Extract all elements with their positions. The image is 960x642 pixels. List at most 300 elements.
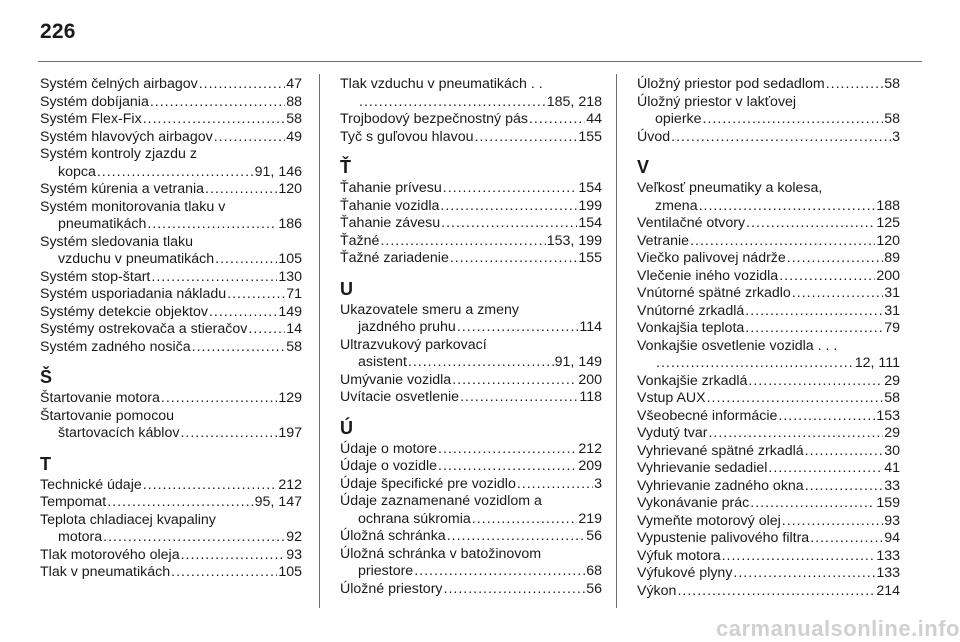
index-term: Výfuk motora [637, 547, 721, 564]
index-entry-line [637, 390, 900, 408]
index-entry [637, 390, 900, 408]
index-page-ref: 58 [286, 338, 302, 355]
index-term: Systém hlavových airbagov [40, 128, 213, 145]
dot-leader [181, 547, 286, 565]
index-entry-line [340, 215, 602, 233]
index-entry [637, 320, 900, 338]
index-term: Údaje špecifické pre vozidlo [340, 475, 516, 492]
index-entry-line [40, 408, 302, 426]
index-entry [40, 269, 302, 287]
index-section-letter: Š [40, 367, 53, 387]
index-page-ref: 159 [876, 495, 900, 511]
index-entry-line [40, 94, 302, 112]
index-entry [340, 215, 602, 233]
dot-leader [782, 513, 883, 531]
index-term: Vypustenie palivového filtra [637, 530, 810, 546]
index-entry-line [40, 390, 302, 408]
index-term: Úložná schránka [340, 528, 446, 544]
index-entry [637, 233, 900, 251]
index-entry-line [340, 581, 602, 599]
index-page-ref: 58 [884, 390, 900, 406]
index-term: Ukazovatele smeru a zmeny [340, 301, 519, 318]
index-entry [637, 443, 900, 461]
index-entry [340, 111, 602, 129]
dot-leader [143, 111, 286, 129]
dot-leader [150, 94, 285, 112]
dot-leader [460, 389, 578, 407]
index-page-ref: 149 [278, 303, 302, 320]
index-term: Úvod [637, 128, 671, 145]
index-entry-line [340, 180, 602, 198]
index-entry [637, 408, 900, 426]
index-entry-line [40, 234, 302, 252]
index-section-letter: V [637, 157, 650, 177]
index-entry [40, 547, 302, 565]
watermark: carmanualsonline.info [716, 616, 960, 641]
index-entry-line [40, 512, 302, 530]
index-entry [637, 129, 900, 147]
index-term: Systém Flex-Fix [40, 111, 142, 127]
index-entry [637, 513, 900, 531]
dot-leader [359, 94, 546, 112]
index-entry-line [340, 458, 602, 476]
index-term: Systém stop-štart [40, 268, 151, 285]
index-term: priestore [358, 563, 414, 579]
index-entry [340, 180, 602, 198]
index-term: Štartovanie motora [40, 390, 160, 406]
index-column-3 [637, 76, 900, 600]
dot-leader [199, 76, 286, 94]
index-entry-line [637, 425, 900, 443]
index-entry [40, 199, 302, 234]
dot-leader [745, 303, 883, 321]
column-divider [319, 74, 320, 608]
index-page-ref: 186 [278, 216, 302, 232]
index-term: Ťažné zariadenie [340, 250, 449, 266]
index-term: Systém usporiadania nákladu [40, 286, 227, 302]
dot-leader [529, 111, 585, 129]
dot-leader [779, 268, 875, 286]
index-term: Umývanie vozidla [340, 371, 452, 388]
index-page-ref: 49 [286, 128, 302, 145]
index-term: Údaje o vozidle [340, 458, 438, 474]
index-entry [40, 564, 302, 582]
index-term: Viečko palivovej nádrže [637, 250, 786, 266]
index-page-ref: 58 [286, 111, 302, 127]
index-term: Tlak v pneumatikách [40, 564, 171, 580]
index-term: vzduchu v pneumatikách [58, 251, 215, 267]
index-entry [340, 493, 602, 528]
index-term: Ultrazvukový parkovací [340, 336, 487, 353]
index-term: Ťahanie prívesu [340, 180, 442, 196]
index-page-ref: 31 [884, 302, 900, 319]
index-page-ref: 71 [286, 286, 302, 302]
dot-leader [214, 129, 286, 147]
dot-leader [768, 460, 883, 478]
index-term: motora [58, 529, 103, 545]
index-page-ref: 93 [286, 546, 302, 563]
index-entry-line [637, 408, 900, 426]
dot-leader [746, 215, 875, 233]
index-page-ref: 33 [884, 477, 900, 494]
index-term: Systém dobíjania [40, 93, 149, 110]
index-term: štartovacích káblov [58, 425, 180, 441]
index-page-ref: 219 [578, 510, 602, 527]
index-entry [637, 478, 900, 496]
index-entry-line [40, 564, 302, 582]
index-term: Vnútorné zrkadlá [637, 302, 745, 319]
index-entry-line [40, 425, 302, 443]
index-entry [637, 530, 900, 548]
index-term: Systémy detekcie objektov [40, 303, 208, 320]
index-page-ref: 95, 147 [254, 494, 302, 510]
index-entry-line [340, 111, 602, 129]
index-entry-line [340, 302, 602, 320]
index-entry-line [40, 547, 302, 565]
index-entry-line [40, 199, 302, 217]
index-entry-line [40, 111, 302, 129]
index-entry [340, 250, 602, 268]
index-page-ref: 44 [586, 111, 602, 127]
index-term: Výfukové plyny [637, 565, 733, 581]
index-term: Všeobecné informácie [637, 407, 778, 424]
dot-leader [733, 565, 875, 583]
index-entry-line [637, 548, 900, 566]
index-page-ref: 3 [892, 128, 900, 145]
index-page-ref: 212 [278, 476, 302, 493]
index-entry [340, 372, 602, 390]
dot-leader [472, 511, 578, 529]
index-entry [40, 390, 302, 408]
index-term: Vstup AUX [637, 390, 706, 406]
index-entry [340, 458, 602, 476]
index-entry [40, 181, 302, 199]
index-term: Tyč s guľovou hlavou [340, 128, 474, 145]
dot-leader [450, 250, 577, 268]
header-divider [38, 61, 922, 62]
index-section-letter: U [340, 278, 353, 299]
index-entry [637, 268, 900, 286]
index-term: Systém zadného nosiča [40, 338, 191, 355]
index-column-2 [340, 76, 602, 598]
index-entry [637, 548, 900, 566]
index-entry-line [637, 460, 900, 478]
index-page-ref: 129 [278, 390, 302, 406]
index-page-ref: 154 [578, 215, 602, 231]
index-entry-line [637, 111, 900, 129]
index-entry-line [340, 493, 602, 511]
dot-leader [690, 233, 875, 251]
index-term: zmena [655, 197, 698, 214]
dot-leader [151, 269, 277, 287]
dot-leader [440, 198, 577, 216]
index-entry [40, 129, 302, 147]
index-entry [40, 477, 302, 495]
index-entry [637, 495, 900, 513]
index-term: asistent [358, 354, 407, 370]
index-entry-line [340, 250, 602, 268]
index-term: Tempomat [40, 494, 107, 510]
index-entry [340, 546, 602, 581]
index-entry [40, 111, 302, 129]
index-page-ref: 91, 146 [254, 163, 302, 180]
dot-leader [147, 216, 277, 234]
index-entry-line [40, 251, 302, 269]
index-entry-line [40, 181, 302, 199]
index-entry-line [637, 355, 900, 373]
dot-leader [107, 494, 253, 512]
dot-leader [180, 425, 277, 443]
dot-leader [414, 563, 585, 581]
dot-leader [438, 441, 577, 459]
index-entry [340, 302, 602, 337]
index-page-ref: 29 [884, 425, 900, 441]
index-term: Úložné priestory [340, 580, 443, 597]
index-term: Systém kontroly zjazdu z [40, 146, 197, 162]
dot-leader [215, 251, 277, 269]
index-entry [637, 565, 900, 583]
index-entry-line [637, 320, 900, 338]
index-entry [340, 476, 602, 494]
index-entry-line [637, 233, 900, 251]
index-term: Úložný priestor pod sedadlom [637, 76, 825, 92]
dot-leader [441, 215, 577, 233]
index-page-ref: 93 [884, 512, 900, 529]
index-term: Štartovanie pomocou [40, 407, 175, 424]
index-entry-line [340, 372, 602, 390]
index-entry-line [637, 303, 900, 321]
column-divider [616, 74, 617, 608]
dot-leader [745, 320, 883, 338]
index-term: pneumatikách [58, 216, 147, 232]
index-entry [637, 215, 900, 233]
dot-leader [810, 530, 883, 548]
index-term: Technické údaje [40, 476, 142, 493]
index-entry [637, 180, 900, 215]
index-term: Výkon [637, 582, 677, 599]
index-entry [40, 321, 302, 339]
index-page-ref: 155 [578, 128, 602, 145]
index-term: Tlak vzduchu v pneumatikách . . [340, 76, 543, 92]
index-entry [40, 234, 302, 269]
index-term: Vetranie [637, 232, 690, 249]
index-term: Systém kúrenia a vetrania [40, 181, 205, 197]
index-entry-line [637, 94, 900, 112]
index-entry [340, 389, 602, 407]
index-page-ref: 68 [586, 563, 602, 579]
index-page-ref: 200 [578, 371, 602, 388]
index-entry-line [340, 528, 602, 546]
index-page-ref: 120 [278, 181, 302, 197]
index-page-ref: 200 [876, 267, 900, 284]
index-page-ref: 3 [594, 475, 602, 492]
dot-leader [805, 443, 884, 461]
index-entry-line [40, 164, 302, 182]
index-term: Vyhrievanie sedadiel [637, 460, 768, 476]
dot-leader [517, 476, 593, 494]
index-page-ref: 94 [884, 530, 900, 546]
index-entry [340, 129, 602, 147]
index-term: Údaje o motore [340, 440, 437, 457]
dot-leader [778, 408, 875, 426]
index-entry [40, 408, 302, 443]
dot-leader [722, 548, 876, 566]
index-entry [340, 198, 602, 216]
page-number: 226 [40, 20, 76, 43]
index-page-ref: 197 [278, 425, 302, 441]
dot-leader [103, 529, 285, 547]
index-entry-line [637, 76, 900, 94]
index-page-ref: 47 [286, 76, 302, 92]
index-entry-line [40, 76, 302, 94]
dot-leader [447, 528, 586, 546]
index-page-ref: 185, 218 [546, 93, 602, 110]
dot-leader [192, 339, 286, 357]
index-entry-line [637, 443, 900, 461]
index-entry-line [340, 94, 602, 112]
index-entry-line [340, 129, 602, 147]
index-entry [637, 94, 900, 129]
index-term: Vlečenie iného vozidla [637, 267, 779, 284]
dot-leader [171, 564, 277, 582]
dot-leader [787, 250, 883, 268]
index-entry-line [637, 583, 900, 601]
index-entry-line [40, 304, 302, 322]
index-entry-line [340, 354, 602, 372]
index-entry [40, 286, 302, 304]
index-entry-line [40, 494, 302, 512]
index-term: ochrana súkromia [358, 510, 471, 527]
index-entry-line [340, 337, 602, 355]
index-entry [340, 233, 602, 251]
index-page-ref: 79 [884, 320, 900, 336]
index-entry-line [40, 321, 302, 339]
index-term: Systém monitorovania tlaku v [40, 198, 226, 215]
index-entry-line [340, 198, 602, 216]
index-page-ref: 209 [578, 458, 602, 474]
index-term: Vykonávanie prác [637, 495, 750, 511]
index-term: Vyhrievanie zadného okna [637, 477, 804, 494]
index-page-ref: 199 [578, 197, 602, 214]
index-page-ref: 133 [876, 547, 900, 564]
index-term: Teplota chladiacej kvapaliny [40, 511, 216, 528]
index-term: Ťahanie vozidla [340, 197, 440, 214]
index-entry-line [40, 529, 302, 547]
index-entry [40, 94, 302, 112]
index-page-ref: 120 [876, 232, 900, 249]
index-entry-line [340, 546, 602, 564]
index-entry [340, 441, 602, 459]
index-entry-line [340, 389, 602, 407]
index-entry [637, 250, 900, 268]
index-entry-line [637, 478, 900, 496]
dot-leader [703, 111, 884, 129]
index-page-ref: 89 [884, 250, 900, 266]
index-page-ref: 130 [278, 268, 302, 285]
dot-leader [380, 233, 545, 251]
index-entry-line [40, 146, 302, 164]
index-entry-line [40, 129, 302, 147]
dot-leader [805, 478, 884, 496]
index-page-ref: 58 [884, 111, 900, 127]
index-entry-line [40, 477, 302, 495]
index-entry-line [40, 216, 302, 234]
dot-leader [444, 581, 586, 599]
index-term: jazdného pruhu [358, 319, 456, 335]
index-entry-line [40, 269, 302, 287]
dot-leader [699, 198, 876, 216]
index-entry [637, 76, 900, 94]
index-column-1 [40, 76, 302, 582]
index-term: Vymeňte motorový olej [637, 512, 781, 529]
index-term: Systém sledovania tlaku [40, 233, 193, 250]
index-entry-line [340, 319, 602, 337]
index-entry-line [637, 373, 900, 391]
index-entry [637, 583, 900, 601]
index-entry [340, 581, 602, 599]
dot-leader [826, 76, 884, 94]
index-term: Úložný priestor v lakťovej [637, 93, 797, 110]
index-page-ref: 30 [884, 442, 900, 459]
index-entry-line [40, 339, 302, 357]
index-entry [340, 76, 602, 111]
index-page-ref: 105 [278, 251, 302, 267]
index-term: opierke [655, 111, 702, 127]
index-page-ref: 188 [876, 197, 900, 214]
index-entry-line [340, 563, 602, 581]
index-page-ref: 153 [876, 407, 900, 424]
index-term: Vnútorné spätné zrkadlo [637, 285, 791, 301]
index-entry-line [637, 565, 900, 583]
index-entry [340, 337, 602, 372]
index-entry [637, 425, 900, 443]
index-term: Vonkajšie osvetlenie vozidla . . . [637, 337, 838, 354]
index-entry-line [637, 338, 900, 356]
index-entry-line [40, 286, 302, 304]
index-term: Uvítacie osvetlenie [340, 389, 460, 405]
index-entry-line [637, 268, 900, 286]
index-term: Vyhrievané spätné zrkadlá [637, 442, 804, 459]
index-entry [637, 460, 900, 478]
dot-leader [408, 354, 554, 372]
index-page-ref: 125 [876, 215, 900, 231]
index-page-ref: 133 [876, 565, 900, 581]
dot-leader [443, 180, 578, 198]
index-entry [637, 338, 900, 373]
index-entry [637, 373, 900, 391]
index-page-ref: 214 [876, 582, 900, 599]
dot-leader [209, 304, 277, 322]
index-entry-line [340, 76, 602, 94]
index-entry-line [637, 513, 900, 531]
index-page-ref: 12, 111 [854, 355, 900, 371]
dot-leader [656, 355, 854, 373]
index-page-ref: 153, 199 [546, 232, 602, 249]
dot-leader [227, 286, 285, 304]
index-page-ref: 56 [586, 528, 602, 544]
index-entry [40, 494, 302, 512]
dot-leader [97, 164, 254, 182]
index-section-letter: Ť [340, 157, 351, 177]
index-entry [40, 76, 302, 94]
index-entry-line [637, 180, 900, 198]
index-page-ref: 118 [579, 389, 602, 405]
index-entry [40, 339, 302, 357]
index-term: Veľkosť pneumatiky a kolesa, [637, 180, 823, 196]
index-page-ref: 155 [578, 250, 602, 266]
dot-leader [438, 458, 577, 476]
index-term: Vydutý tvar [637, 425, 708, 441]
